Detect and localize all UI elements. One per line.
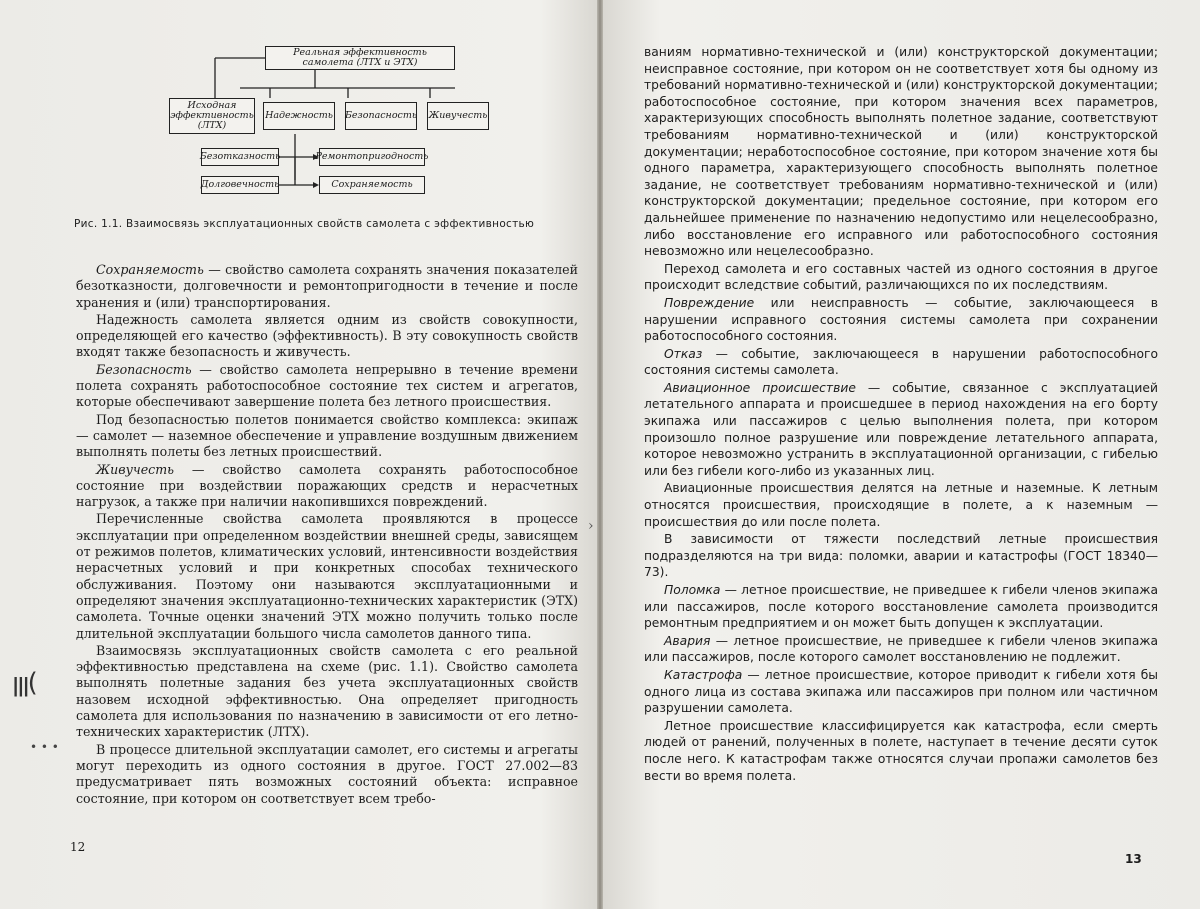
right-page	[603, 0, 1200, 909]
paragraph-body: — событие, заключающееся в нарушении работоспособного состояния системы самолета.	[644, 346, 1158, 378]
term: Авиационное происшествие	[664, 380, 856, 395]
paragraph-body: — свойство самолета сохранять работоспособное состояние при воздействии поражающих средств и нерасчетных нагрузок, а также при наличии накопившихся повреждений.	[76, 461, 578, 510]
paragraph	[644, 633, 1158, 666]
term: Поломка	[664, 583, 721, 597]
paragraph-body: — событие, связанное с эксплуатацией летательного аппарата и происшедшее в период нахождения на его борту экипажа или пассажиров с целью выполнения полета, при котором произошло полное разрушение или повреждение летательного аппарата, которое невозможно устранить в эксплуатационной организации, с гибелью или без гибели кого-либо из указанных лиц.	[644, 380, 1158, 478]
diagram-initial-efficiency-label: Исходная эффективность (ЛТХ)	[170, 100, 254, 131]
diagram-maintainability-label: Ремонтопригодность	[315, 151, 429, 162]
paragraph-body: — летное происшествие, которое приводит к гибели хотя бы одного лица из состава экипажа или пассажиров при полном или частичном разрушении самолета.	[644, 667, 1158, 716]
paragraph-body: Переход самолета и его составных частей из одного состояния в другое происходит вследствие событий, различающихся по их последствиям.	[644, 261, 1158, 293]
paragraph	[76, 412, 578, 461]
paragraph-body: — летное происшествие, не приведшее к гибели членов экипажа или пассажиров, после которого восстановление самолета производится ремонтным предприятием и он может быть допущен к эксплуатации.	[644, 583, 1158, 631]
page-number-right: 13	[1125, 852, 1142, 866]
diagram-survivability-label: Живучесть	[428, 110, 488, 121]
paragraph-body: — свойство самолета сохранять значения показателей безотказности, долговечности и ремонтопригодности в течение и после хранения и (или) транспортирования.	[76, 262, 578, 310]
page-number-left: 12	[70, 840, 86, 854]
diagram-storability-label: Сохраняемость	[331, 179, 413, 190]
paragraph	[644, 480, 1158, 530]
paragraph-body: ваниям нормативно-технической и (или) конструкторской документации; неисправное состояние, при котором он не соответствует хотя бы одному из требований нормативно-технической и (или) конструкторской документации; работоспособное состояние, при котором значения всех параметров, характеризующих способность выполнять полетное задание, соответствуют требованиям нормативно-технической и (или) конструкторской документации; неработоспособное состояние, при котором значение хотя бы одного параметра, характеризующего способность выполнять полетное задание, не соответствует требованиям нормативно-технической и (или) конструкторской документации; предельное состояние, при котором его дальнейшее применение по назначению недопустимо или нецелесообразно, либо восстановление его исправного или работоспособного состояния невозможно или нецелесообразно.	[644, 45, 1158, 259]
paragraph	[644, 44, 1158, 260]
term: Повреждение	[664, 295, 755, 310]
paragraph-body: Под безопасностью полетов понимается свойство комплекса: экипаж — самолет — наземное обеспечение и управление воздушным движением выполнять полеты без летных происшествий.	[76, 411, 578, 460]
paragraph-body: Летное происшествие классифицируется как катастрофа, если смерть людей от ранений, полученных в полете, наступает в течение десяти суток после него. К катастрофам также относятся случаи пропажи самолетов без вести во время полета.	[644, 718, 1158, 783]
paragraph	[644, 380, 1158, 480]
paragraph	[76, 462, 578, 511]
paragraph-body: Надежность самолета является одним из свойств совокупности, определяющей его качество (эффективность). В эту совокупность свойств входят также безопасность и живучесть.	[76, 311, 578, 360]
paragraph-body: В процессе длительной эксплуатации самолет, его системы и агрегаты могут переходить из одного состояния в другое. ГОСТ 27.002—83 предусматривает пять возможных состояний объекта: исправное состояние, при котором он соответствует всем требо-	[76, 741, 578, 806]
handwritten-margin-dots: • • •	[30, 740, 59, 754]
term: Катастрофа	[664, 667, 743, 682]
diagram-durability-box	[201, 176, 279, 194]
paragraph	[76, 262, 578, 311]
handwritten-margin-mark: ꞁꞁꞁ(	[12, 668, 36, 698]
diagram-durability-label: Долговечность	[200, 179, 280, 190]
figure-caption: Рис. 1.1. Взаимосвязь эксплуатационных свойств самолета с эффективностью	[74, 218, 535, 230]
paragraph	[76, 511, 578, 641]
paragraph-body: — свойство самолета непрерывно в течение времени полета сохранять работоспособное состояние тех систем и агрегатов, которые обеспечивают завершение полета без летного происшествия.	[76, 361, 578, 410]
diagram-safety-label: Безопасность	[344, 110, 418, 121]
paragraph-body: или неисправность — событие, заключающееся в нарушении исправного состояния системы самолета при сохранении работоспособного состояния.	[644, 295, 1158, 344]
paragraph	[644, 261, 1158, 294]
diagram-reliability-label: Надежность	[265, 110, 333, 121]
term: Отказ	[664, 346, 703, 361]
diagram-safety-box	[345, 102, 417, 130]
paragraph-body: В зависимости от тяжести последствий летные происшествия подразделяются на три вида: поломки, аварии и катастрофы (ГОСТ 18340—73).	[644, 532, 1158, 580]
paragraph	[644, 531, 1158, 581]
paragraph	[644, 667, 1158, 717]
paragraph	[76, 312, 578, 361]
diagram-reliability-box	[263, 102, 335, 130]
paragraph-body: Взаимосвязь эксплуатационных свойств самолета с его реальной эффективностью представлена на схеме (рис. 1.1). Свойство самолета выполнять полетные задания без учета эксплуатационных свойств назовем исходной эффективностью. Она определяет пригодность самолета для использования по назначению в зависимости от его летно-технических характеристик (ЛТХ).	[76, 642, 578, 740]
diagram-root-label: Реальная эффективность самолета (ЛТХ и ЭТХ)	[293, 47, 427, 68]
diagram-initial-efficiency-box	[169, 98, 255, 134]
paragraph-body: Авиационные происшествия делятся на летные и наземные. К летным относятся происшествия, происходящие в полете, а к наземным — происшествия до или после полета.	[644, 481, 1158, 529]
paragraph-body: Перечисленные свойства самолета проявляются в процессе эксплуатации при определенном воздействии внешней среды, зависящем от режимов полетов, климатических условий, интенсивности воздействия нерасчетных условий и при конкретных способах технического обслуживания. Поэтому они называются эксплуатационными и определяют значения эксплуатационно-технических характеристик (ЭТХ) самолета. Точные оценки значений ЭТХ можно получить только после длительной эксплуатации большого числа самолетов данного типа.	[76, 511, 578, 641]
margin-tick: ›	[588, 518, 594, 534]
paragraph	[644, 582, 1158, 632]
paragraph	[644, 295, 1158, 345]
paragraph	[644, 718, 1158, 784]
term: Безопасность	[96, 361, 192, 377]
diagram-storability-box	[319, 176, 425, 194]
paragraph	[644, 346, 1158, 379]
paragraph-body: — летное происшествие, не приведшее к гибели членов экипажа или пассажиров, после которого самолет восстановлению не подлежит.	[644, 633, 1158, 665]
diagram-root-box	[265, 46, 455, 70]
diagram-failure-free-box	[201, 148, 279, 166]
properties-diagram	[165, 40, 488, 200]
paragraph	[76, 643, 578, 741]
diagram-failure-free-label: Безотказность	[199, 151, 281, 162]
left-page	[0, 0, 597, 909]
paragraph	[76, 362, 578, 411]
left-page-text	[76, 262, 578, 807]
diagram-maintainability-box	[315, 148, 429, 166]
term: Авария	[664, 633, 711, 648]
right-page-text	[644, 44, 1158, 784]
term: Сохраняемость	[96, 262, 204, 277]
term: Живучесть	[96, 461, 175, 477]
paragraph	[76, 742, 578, 807]
diagram-survivability-box	[427, 102, 489, 130]
